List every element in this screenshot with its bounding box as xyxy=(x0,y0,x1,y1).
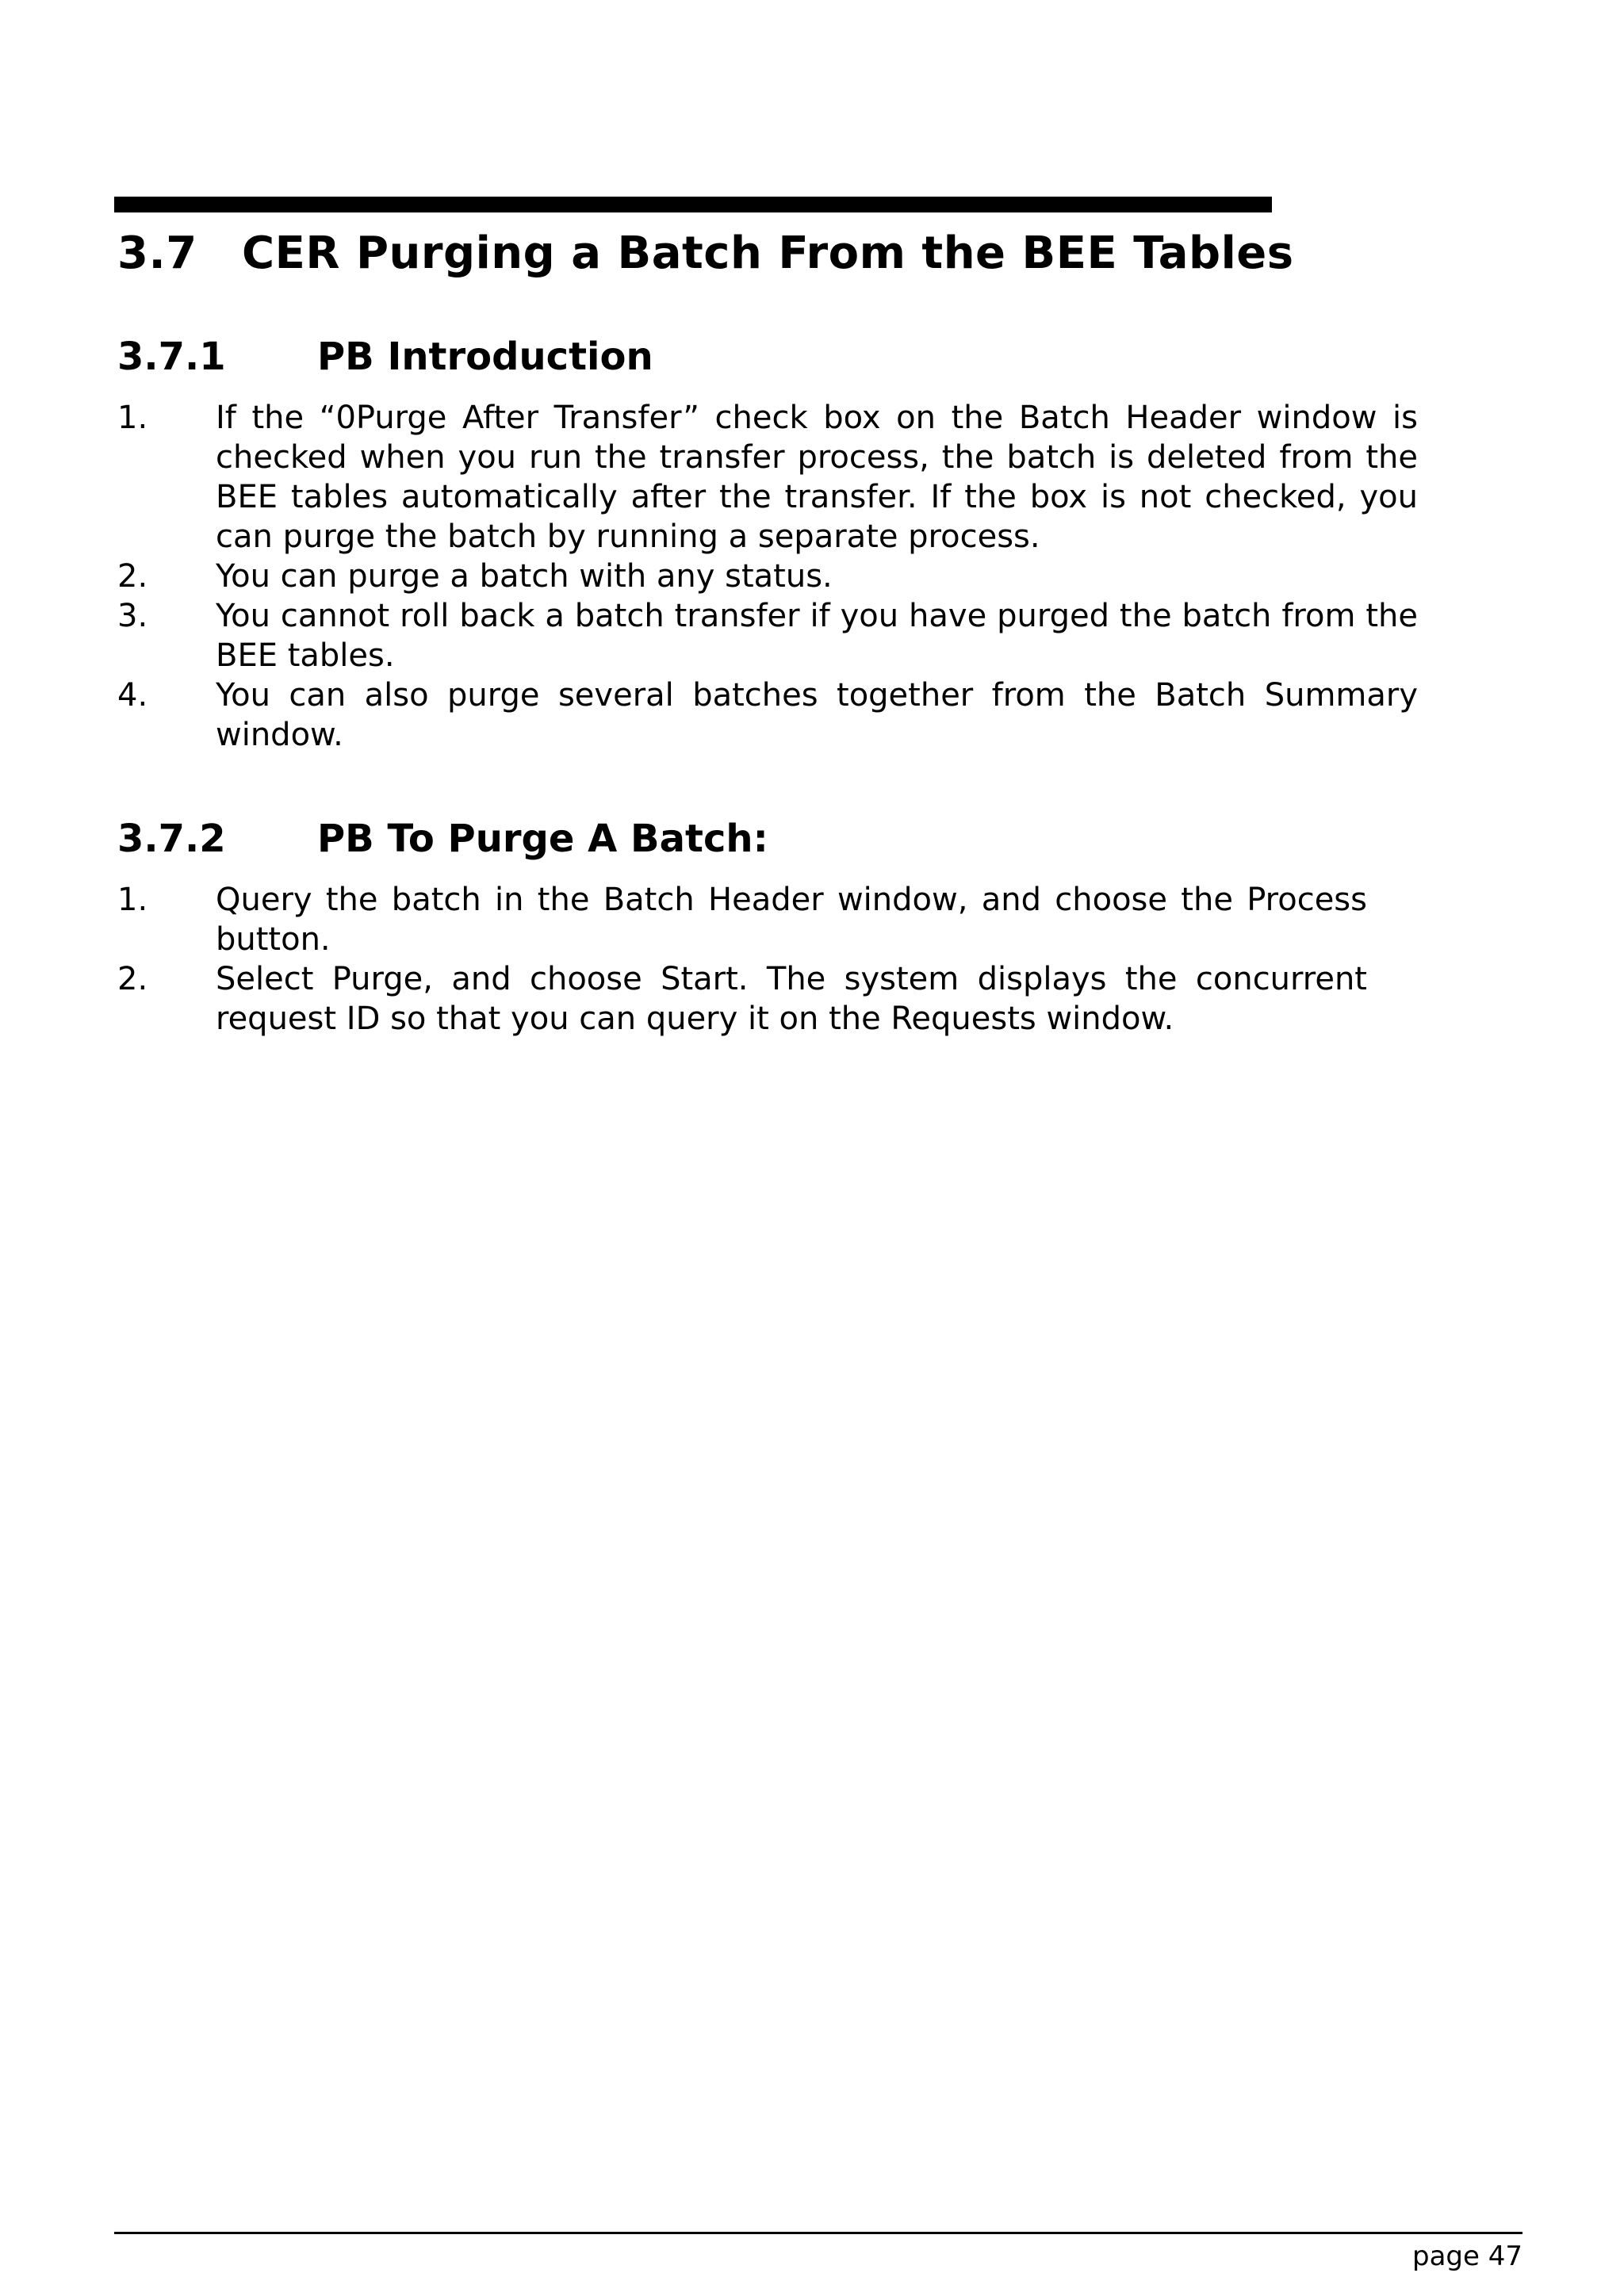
footer-rule xyxy=(114,2232,1522,2234)
section-title: CER Purging a Batch From the BEE Tables xyxy=(242,228,1294,279)
subsection-heading-intro xyxy=(117,333,653,381)
list-item xyxy=(117,557,1418,596)
list-item xyxy=(117,596,1418,675)
list-item-text: If the “0Purge After Transfer” check box on the Batch Header window is checked when you run the transfer process, the batch is deleted from the BEE tables automatically after the transfer. If the box is not checked, you can purge the batch by running a separate process. xyxy=(216,400,1418,555)
list-item-text: You can also purge several batches together from the Batch Summary window. xyxy=(216,677,1418,753)
section-heading xyxy=(117,225,1294,282)
subsection-heading-purge xyxy=(117,815,768,863)
subsection-number: 3.7.2 xyxy=(117,817,226,861)
subsection-title: PB Introduction xyxy=(317,335,653,379)
list-item xyxy=(117,675,1418,755)
list-marker: 3. xyxy=(117,598,148,634)
list-marker: 1. xyxy=(117,882,148,918)
intro-list xyxy=(117,398,1418,755)
section-number: 3.7 xyxy=(117,228,197,279)
list-item xyxy=(117,880,1367,959)
purge-steps-list xyxy=(117,880,1367,1039)
subsection-number: 3.7.1 xyxy=(117,335,226,379)
list-item-text: You can purge a batch with any status. xyxy=(216,558,833,595)
header-rule xyxy=(114,197,1272,212)
list-item-text: Query the batch in the Batch Header window, and choose the Process button. xyxy=(216,882,1367,958)
subsection-title: PB To Purge A Batch: xyxy=(317,817,768,861)
list-item xyxy=(117,398,1418,557)
list-item xyxy=(117,959,1367,1039)
list-marker: 2. xyxy=(117,961,148,997)
page-number: page 47 xyxy=(1412,2241,1522,2272)
list-marker: 4. xyxy=(117,677,148,714)
list-item-text: You cannot roll back a batch transfer if you have purged the batch from the BEE tables. xyxy=(216,598,1418,674)
list-marker: 1. xyxy=(117,400,148,436)
list-item-text: Select Purge, and choose Start. The system displays the concurrent request ID so that you can query it on the Requests window. xyxy=(216,961,1367,1037)
list-marker: 2. xyxy=(117,558,148,595)
